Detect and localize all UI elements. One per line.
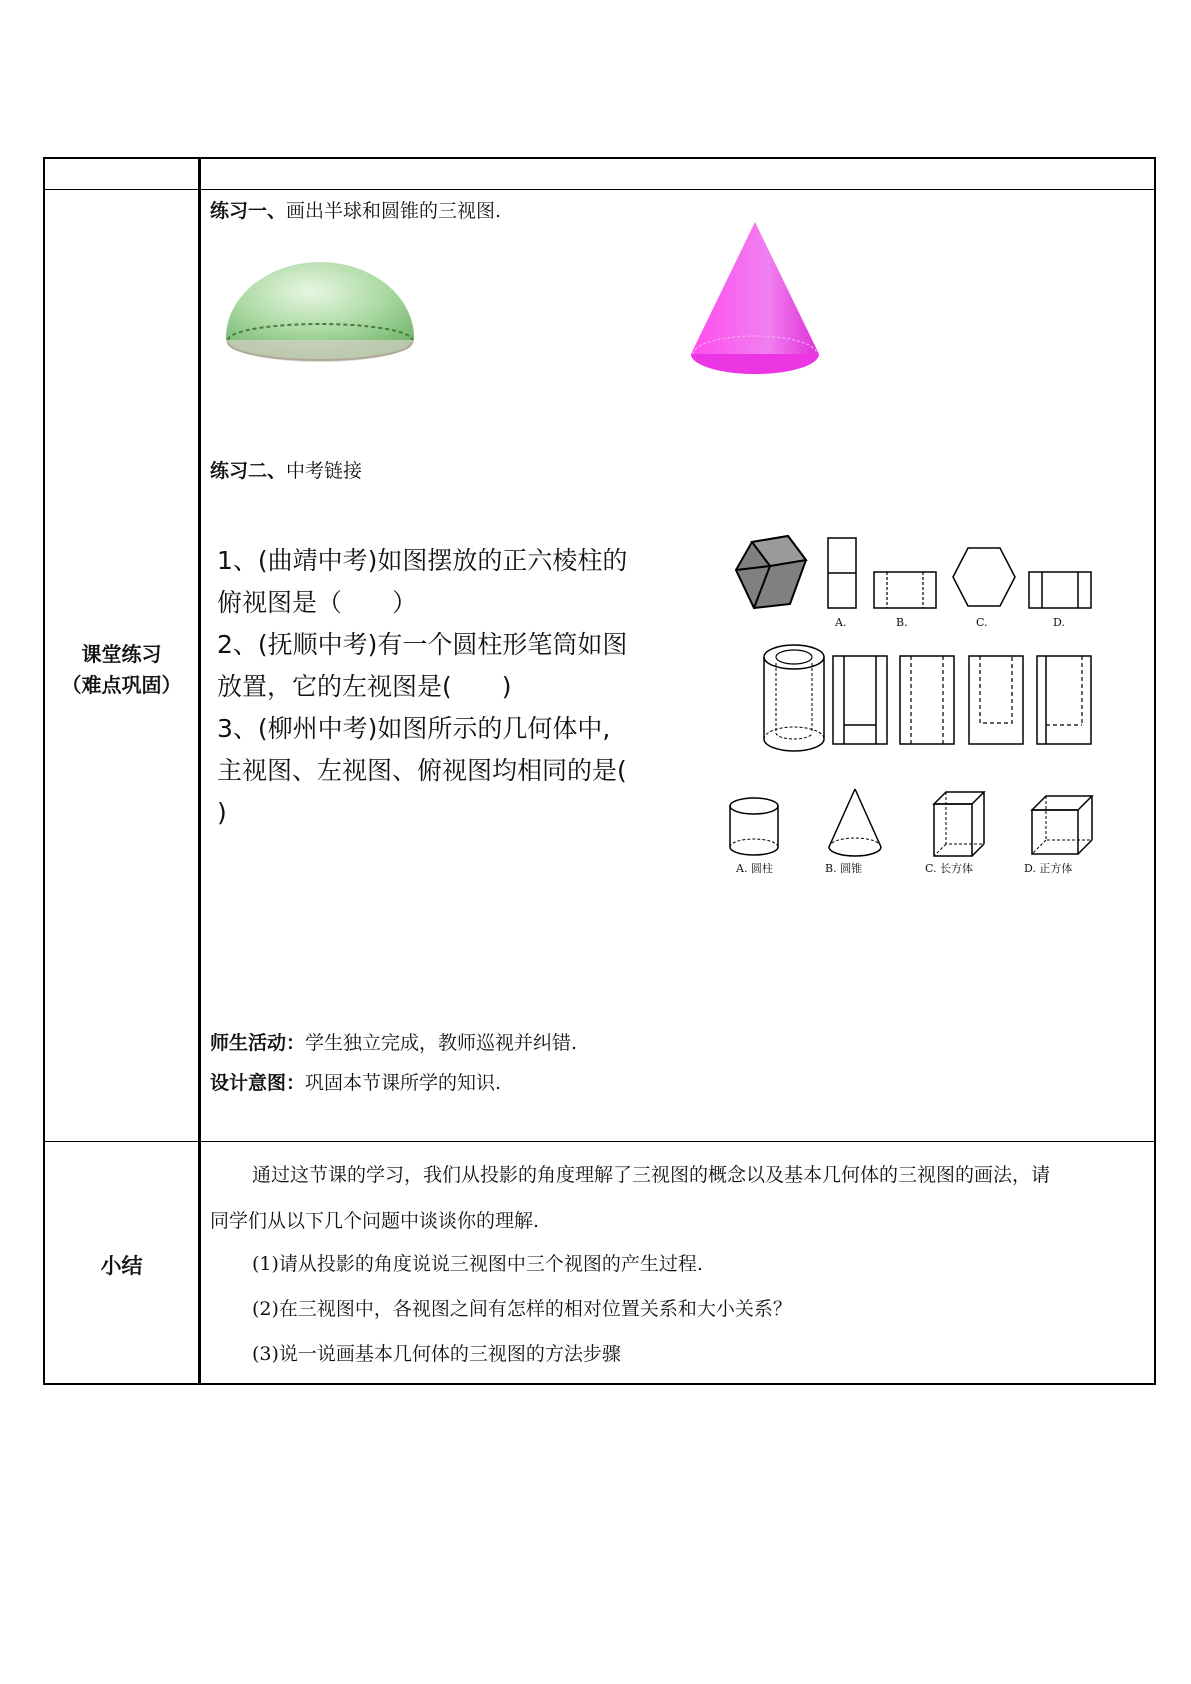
choice-c-figure	[951, 546, 1017, 608]
question-line: 3、(柳州中考)如图所示的几何体中,	[217, 714, 611, 743]
design-label: 设计意图：	[210, 1072, 306, 1094]
pen-choice-b-figure	[899, 655, 955, 745]
pen-choice-c-figure	[968, 655, 1024, 745]
summary-row-label: 小结	[100, 1254, 143, 1278]
exercise1-title-bold: 练习一、	[210, 200, 287, 222]
pen-choice-a-figure	[832, 655, 888, 745]
choice-b-figure	[873, 571, 937, 609]
solid-d-label: D. 正方体	[1024, 862, 1073, 875]
table-column-divider	[198, 157, 201, 1385]
choice-a-figure	[827, 537, 857, 609]
solid-a-label: A. 圆柱	[736, 862, 773, 875]
teacher-student-activity	[210, 1028, 577, 1055]
choice-d-figure	[1028, 571, 1092, 609]
table-bottom-border	[43, 1383, 1156, 1385]
table-right-border	[1154, 157, 1156, 1385]
solid-b-label: B. 圆锥	[825, 862, 863, 875]
table-left-border	[43, 157, 45, 1385]
question-line: )	[217, 798, 227, 827]
summary-item: (3)说一说画基本几何体的三视图的方法步骤	[252, 1343, 621, 1365]
cuboid-figure	[932, 790, 986, 858]
cone-solid-figure	[825, 787, 885, 859]
cylinder-figure	[728, 797, 780, 857]
cube-figure	[1030, 794, 1094, 856]
summary-intro-line2: 同学们从以下几个问题中谈谈你的理解.	[210, 1210, 540, 1232]
table-top-border	[43, 157, 1156, 159]
hemisphere-figure	[220, 258, 420, 378]
practice-label-line1: 课堂练习	[81, 642, 162, 666]
solid-c-label: C. 长方体	[925, 862, 974, 875]
exercise2-title	[210, 456, 362, 483]
choice-d-label: D.	[1053, 616, 1065, 629]
practice-row-label	[45, 639, 198, 701]
choice-c-label: C.	[976, 616, 988, 629]
choice-b-label: B.	[896, 616, 908, 629]
cone-figure	[685, 220, 825, 390]
pen-holder-figure	[762, 643, 826, 755]
practice-label-line2: （难点巩固）	[61, 673, 182, 697]
exercise2-title-text: 中考链接	[286, 460, 363, 482]
hexagonal-prism-figure	[732, 530, 810, 610]
activity-label: 师生活动：	[210, 1032, 306, 1054]
question-line: 放置，它的左视图是( )	[217, 672, 512, 701]
design-intent	[210, 1068, 501, 1095]
exercise1-title-text: 画出半球和圆锥的三视图.	[286, 200, 502, 222]
exercise1-title	[210, 196, 501, 223]
summary-item: (1)请从投影的角度说说三视图中三个视图的产生过程.	[252, 1253, 703, 1275]
question-line: 1、(曲靖中考)如图摆放的正六棱柱的	[217, 546, 628, 575]
activity-text: 学生独立完成，教师巡视并纠错.	[305, 1032, 578, 1054]
question-line: 2、(抚顺中考)有一个圆柱形笔筒如图	[217, 630, 628, 659]
table-header-divider	[43, 189, 1156, 190]
table-row-divider	[43, 1141, 1156, 1142]
summary-item: (2)在三视图中，各视图之间有怎样的相对位置关系和大小关系？	[252, 1298, 792, 1320]
pen-choice-d-figure	[1036, 655, 1092, 745]
question-line: 俯视图是（ ）	[217, 588, 418, 617]
question-line: 主视图、左视图、俯视图均相同的是(	[217, 756, 627, 785]
questions-block	[217, 540, 627, 834]
summary-intro-line1: 通过这节课的学习，我们从投影的角度理解了三视图的概念以及基本几何体的三视图的画法，请	[252, 1164, 1051, 1186]
design-text: 巩固本节课所学的知识.	[305, 1072, 502, 1094]
exercise2-title-bold: 练习二、	[210, 460, 287, 482]
choice-a-label: A.	[835, 616, 847, 629]
